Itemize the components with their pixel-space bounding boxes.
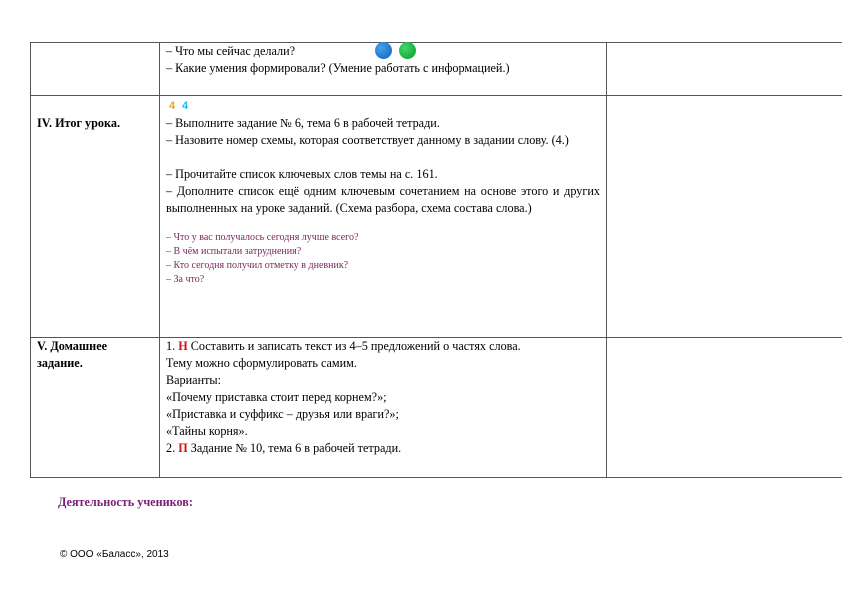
level-mark: Н: [178, 339, 188, 353]
homework-item: [166, 338, 600, 355]
task-line: – Выполните задание № 6, тема 6 в рабочей тетради.: [166, 116, 440, 130]
table-row: [31, 338, 842, 478]
stage-title: V. Домашнее задание.: [37, 339, 108, 370]
homework-item: [166, 440, 600, 457]
green-circle-icon: [399, 42, 416, 59]
stage-title: IV. Итог урока.: [37, 116, 120, 130]
homework-line: «Тайны корня».: [166, 424, 248, 438]
notes-cell: [607, 338, 842, 478]
stage-cell: [31, 96, 160, 338]
reflection-question: – Что у вас получалось сегодня лучше всего?: [166, 232, 359, 243]
content-cell: [160, 338, 607, 478]
copyright-footer: © ООО «Баласс», 2013: [60, 549, 169, 560]
task-line: – Дополните список ещё одним ключевым сочетанием на основе этого и других выполненных на уроке заданий. (Схема разбора, схема состава слова.): [166, 184, 600, 215]
level-mark: П: [178, 441, 188, 455]
reflection-question: – Кто сегодня получил отметку в дневник?: [166, 260, 349, 271]
grade-mark-cyan: 4: [182, 100, 189, 112]
stage-cell: [31, 338, 160, 478]
grade-mark-orange: 4: [169, 100, 176, 112]
activity-heading: Деятельность учеников:: [58, 495, 193, 509]
stage-cell: [31, 43, 160, 96]
table-row: [31, 43, 842, 96]
reflection-question: – За что?: [166, 274, 205, 285]
homework-line: «Почему приставка стоит перед корнем?»;: [166, 390, 387, 404]
table-row: [31, 96, 842, 338]
homework-line: Тему можно сформулировать самим.: [166, 356, 357, 370]
notes-cell: [607, 43, 842, 96]
question-line: – Какие умения формировали? (Умение работать с информацией.): [166, 61, 510, 75]
grade-marks: [166, 96, 600, 115]
item-number: 1.: [166, 339, 176, 353]
task-line: – Назовите номер схемы, которая соответствует данному в задании слову. (4.): [166, 133, 569, 147]
item-text: Составить и записать текст из 4–5 предложений о частях слова.: [190, 339, 521, 353]
homework-line: Варианты:: [166, 373, 221, 387]
blue-circle-icon: [375, 42, 392, 59]
item-number: 2.: [166, 441, 176, 455]
reflection-question: – В чём испытали затруднения?: [166, 246, 302, 257]
notes-cell: [607, 96, 842, 338]
content-cell: [160, 96, 607, 338]
item-text: Задание № 10, тема 6 в рабочей тетради.: [190, 441, 402, 455]
question-line: – Что мы сейчас делали?: [166, 44, 296, 58]
task-line: – Прочитайте список ключевых слов темы на с. 161.: [166, 167, 438, 181]
lesson-table: [30, 42, 842, 478]
homework-line: «Приставка и суффикс – друзья или враги?»;: [166, 407, 399, 421]
